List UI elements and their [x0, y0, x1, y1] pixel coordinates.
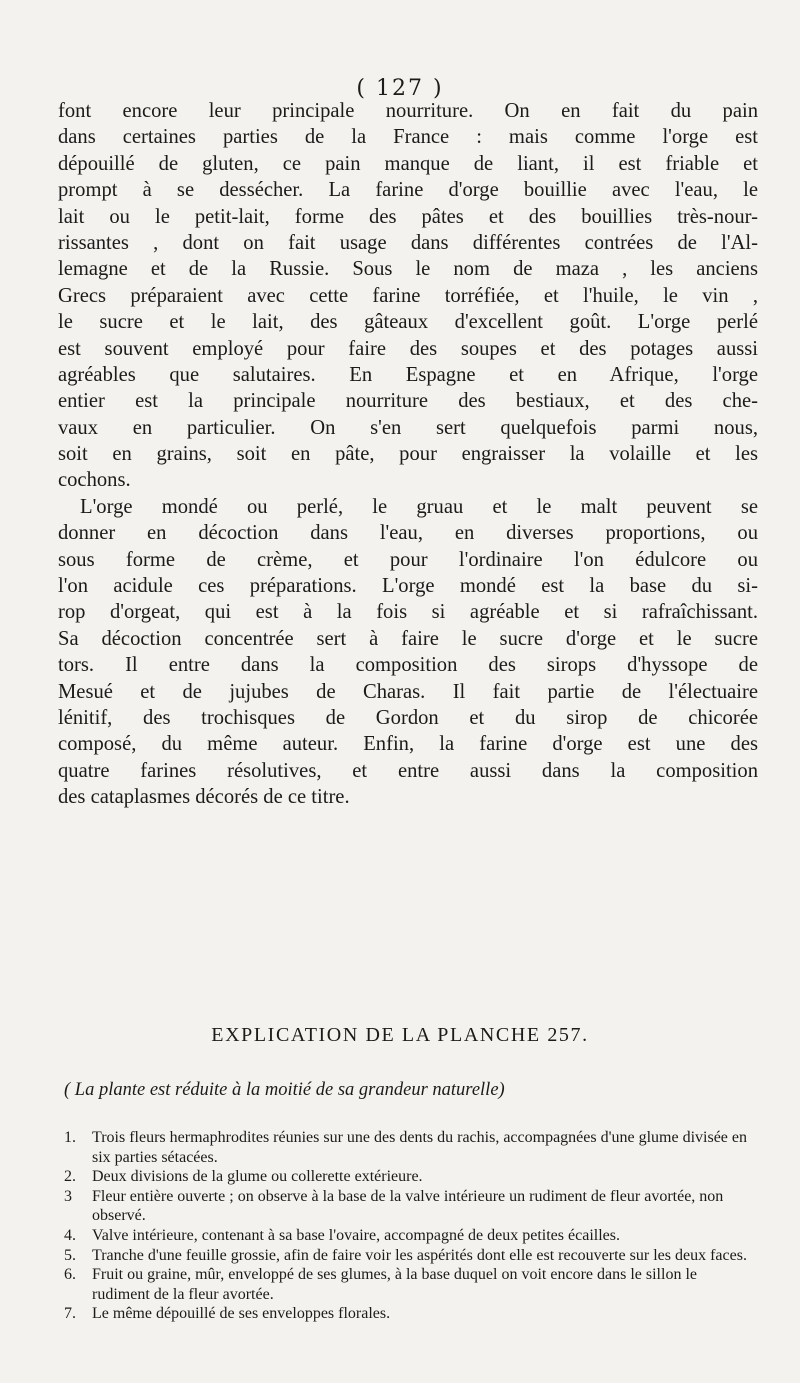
- text-line: cochons.: [58, 469, 131, 492]
- legend-number: 5.: [64, 1246, 76, 1264]
- text-line: rop d'orgeat, qui est à la fois si agréable et si rafraîchissant.: [58, 601, 758, 624]
- text-line: prompt à se dessécher. La farine d'orge bouillie avec l'eau, le: [58, 179, 758, 202]
- text-line: le sucre et le lait, des gâteaux d'excellent goût. L'orge perlé: [58, 311, 758, 334]
- text-line: Sa décoction concentrée sert à faire le sucre d'orge et le sucre: [58, 627, 758, 650]
- legend-item: [64, 1265, 754, 1304]
- text-line: lait ou le petit-lait, forme des pâtes et des bouillies très-nour-: [58, 205, 758, 228]
- legend-item: [64, 1128, 754, 1167]
- text-line: lemagne et de la Russie. Sous le nom de maza , les anciens: [58, 258, 758, 281]
- legend-item: [64, 1187, 754, 1226]
- text-line: font encore leur principale nourriture. On en fait du pain: [58, 100, 758, 122]
- text-line: dans certaines parties de la France : mais comme l'orge est: [58, 126, 758, 149]
- legend-number: 7.: [64, 1305, 76, 1323]
- legend-item: [64, 1246, 754, 1266]
- legend-number: 6.: [64, 1266, 76, 1284]
- text-line: composé, du même auteur. Enfin, la farine d'orge est une des: [58, 733, 758, 756]
- text-line: dépouillé de gluten, ce pain manque de liant, il est friable et: [58, 152, 758, 175]
- figure-legend: [64, 1128, 754, 1324]
- text-line: agréables que salutaires. En Espagne et en Afrique, l'orge: [58, 363, 758, 386]
- legend-number: 3: [64, 1187, 72, 1205]
- body-text: [58, 98, 758, 811]
- plate-scale-note: ( La plante est réduite à la moitié de sa grandeur naturelle): [64, 1080, 505, 1100]
- text-line: donner en décoction dans l'eau, en diverses proportions, ou: [58, 522, 758, 545]
- plate-heading: EXPLICATION DE LA PLANCHE 257.: [211, 1024, 589, 1046]
- legend-text: Deux divisions de la glume ou collerette extérieure.: [92, 1168, 423, 1186]
- legend-number: 4.: [64, 1226, 76, 1244]
- text-line: lénitif, des trochisques de Gordon et du sirop de chicorée: [58, 706, 758, 729]
- legend-text: Tranche d'une feuille grossie, afin de faire voir les aspérités dont elle est recouverte sur les deux faces.: [92, 1246, 747, 1264]
- legend-number: 2.: [64, 1168, 76, 1186]
- text-line: Mesué et de jujubes de Charas. Il fait partie de l'électuaire: [58, 680, 758, 703]
- paragraph-2: [58, 494, 758, 811]
- text-line: rissantes , dont on fait usage dans différentes contrées de l'Al-: [58, 231, 758, 254]
- text-line: entier est la principale nourriture des bestiaux, et des che-: [58, 390, 758, 413]
- text-line: l'on acidule ces préparations. L'orge mondé est la base du si-: [58, 575, 758, 598]
- legend-text: Trois fleurs hermaphrodites réunies sur une des dents du rachis, accompagnées d'une glume divisée en six parties sétacées.: [92, 1129, 748, 1166]
- legend-text: Le même dépouillé de ses enveloppes florales.: [92, 1305, 391, 1323]
- legend-item: [64, 1226, 754, 1246]
- legend-text: Fruit ou graine, mûr, enveloppé de ses glumes, à la base duquel on voit encore dans le sillon le rudiment de la fleur avortée.: [92, 1266, 697, 1303]
- legend-number: 1.: [64, 1129, 76, 1146]
- text-line: tors. Il entre dans la composition des sirops d'hyssope de: [58, 654, 758, 677]
- legend-item: [64, 1304, 754, 1324]
- legend-text: Fleur entière ouverte ; on observe à la base de la valve intérieure un rudiment de fleur avortée, non observé.: [92, 1187, 724, 1225]
- text-line: des cataplasmes décorés de ce titre.: [58, 786, 350, 809]
- paragraph-1: [58, 98, 758, 494]
- text-line: soit en grains, soit en pâte, pour engraisser la volaille et les: [58, 443, 758, 466]
- legend-text: Valve intérieure, contenant à sa base l'ovaire, accompagné de deux petites écailles.: [92, 1226, 620, 1244]
- text-line: L'orge mondé ou perlé, le gruau et le malt peuvent se: [80, 495, 758, 518]
- text-line: quatre farines résolutives, et entre aussi dans la composition: [58, 759, 758, 782]
- text-line: vaux en particulier. On s'en sert quelquefois parmi nous,: [58, 416, 758, 439]
- page-number: ( 127 ): [356, 76, 444, 101]
- text-line: sous forme de crème, et pour l'ordinaire l'on édulcore ou: [58, 548, 758, 571]
- text-line: est souvent employé pour faire des soupes et des potages aussi: [58, 337, 758, 360]
- text-line: Grecs préparaient avec cette farine torréfiée, et l'huile, le vin ,: [58, 284, 758, 307]
- legend-item: [64, 1167, 754, 1187]
